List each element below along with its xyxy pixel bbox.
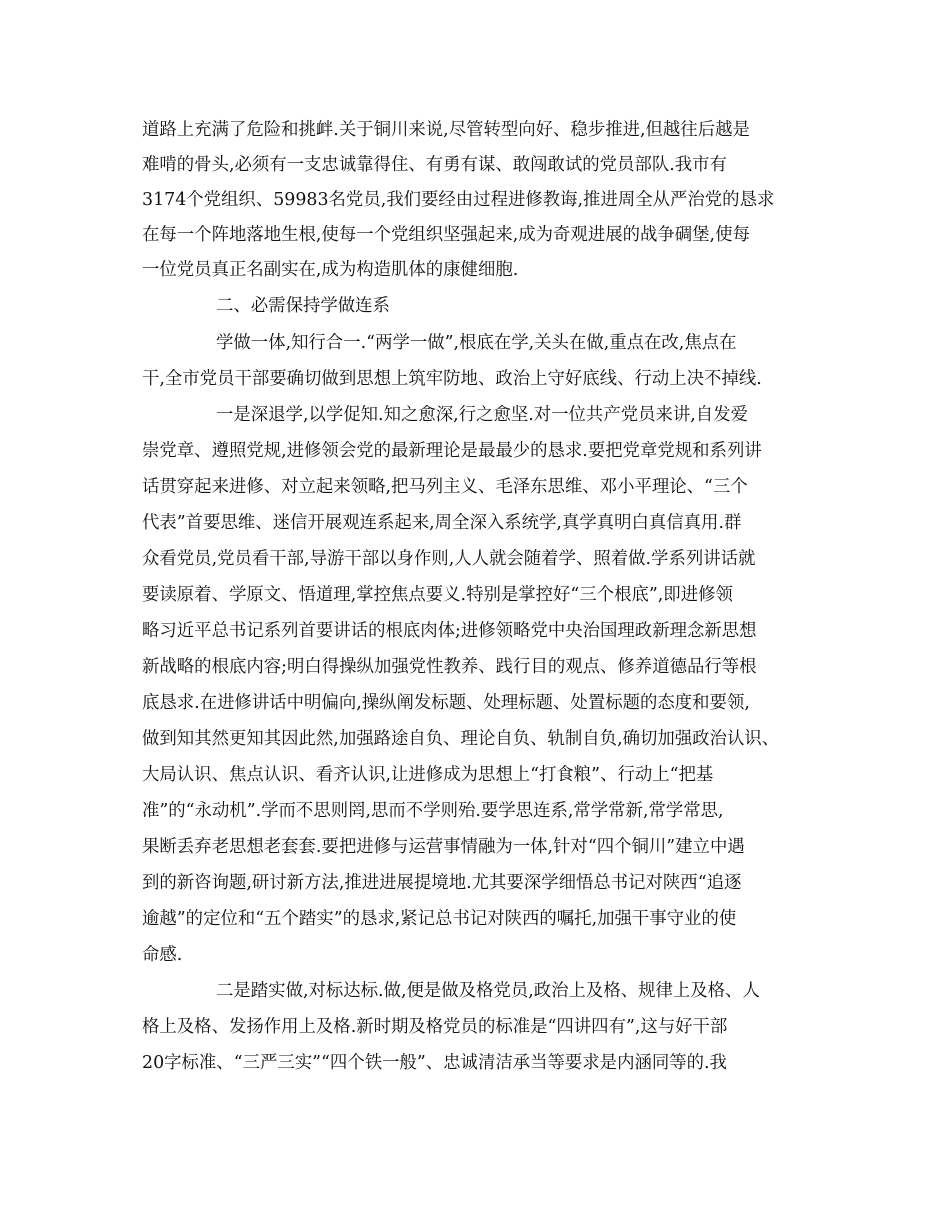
- text-line: 代表”首要思维、迷信开展观连系起来,周全深入系统学,真学真明白真信真用.群: [142, 513, 742, 533]
- text-line: 新战略的根底内容;明白得操纵加强党性教养、践行目的观点、修养道德品行等根: [142, 657, 757, 677]
- paragraph-first-line: 学做一体,知行合一.“两学一做”,根底在学,关头在做,重点在改,焦点在: [216, 333, 737, 353]
- text-line: 底恳求.在进修讲话中明偏向,操纵阐发标题、处理标题、处置标题的态度和要领,: [142, 693, 750, 713]
- text-line: 到的新咨询题,研讨新方法,推进进展提境地.尤其要深学细悟总书记对陕西“追逐: [142, 873, 742, 893]
- text-line: 20字标准、“三严三实”“四个铁一般”、忠诚清洁承当等要求是内涵同等的.我: [142, 1053, 727, 1073]
- text-line: 难啃的骨头,必须有一支忠诚靠得住、有勇有谋、敢闯敢试的党员部队.我市有: [142, 155, 727, 175]
- text-line: 话贯穿起来进修、对立起来领略,把马列主义、毛泽东思维、邓小平理论、“三个: [142, 477, 748, 497]
- text-line: 崇党章、遵照党规,进修领会党的最新理论是最最少的恳求.要把党章党规和系列讲: [142, 441, 762, 461]
- section-heading: 二、必需保持学做连系: [216, 296, 390, 316]
- text-line: 略习近平总书记系列首要讲话的根底肉体;进修领略党中央治国理政新理念新思想: [142, 621, 757, 641]
- text-line: 在每一个阵地落地生根,使每一个党组织坚强起来,成为奇观进展的战争碉堡,使每: [142, 225, 750, 245]
- text-line: 格上及格、发扬作用上及格.新时期及格党员的标准是“四讲四有”,这与好干部: [142, 1017, 728, 1037]
- text-line: 干,全市党员干部要确切做到思想上筑牢防地、政治上守好底线、行动上决不掉线.: [142, 369, 762, 389]
- text-line: 逾越”的定位和“五个踏实”的恳求,紧记总书记对陕西的嘱托,加强干事守业的使: [142, 909, 737, 929]
- text-line: 做到知其然更知其因此然,加强路途自负、理论自负、轨制自负,确切加强政治认识、: [142, 729, 780, 749]
- text-line: 果断丢弃老思想老套套.要把进修与运营事情融为一体,针对“四个铜川”建立中遇: [142, 837, 745, 857]
- text-line: 3174个党组织、59983名党员,我们要经由过程进修教诲,推进周全从严治党的恳求: [142, 190, 775, 210]
- text-line: 道路上充满了危险和挑衅.关于铜川来说,尽管转型向好、稳步推进,但越往后越是: [142, 120, 750, 140]
- text-line: 要读原着、学原文、悟道理,掌控焦点要义.特别是掌控好“三个根底”,即进修领: [142, 585, 733, 605]
- text-line: 准”的“永动机”.学而不思则罔,思而不学则殆.要学思连系,常学常新,常学常思,: [142, 801, 724, 821]
- paragraph-first-line: 二是踏实做,对标达标.做,便是做及格党员,政治上及格、规律上及格、人: [216, 981, 760, 1001]
- text-line: 众看党员,党员看干部,导游干部以身作则,人人就会随着学、照着做.学系列讲话就: [142, 549, 756, 569]
- text-line: 一位党员真正名副实在,成为构造肌体的康健细胞.: [142, 260, 519, 280]
- text-line: 命感.: [142, 945, 183, 965]
- paragraph-first-line: 一是深退学,以学促知.知之愈深,行之愈坚.对一位共产党员来讲,自发爱: [216, 405, 748, 425]
- text-line: 大局认识、焦点认识、看齐认识,让进修成为思想上“打食粮”、行动上“把基: [142, 765, 714, 785]
